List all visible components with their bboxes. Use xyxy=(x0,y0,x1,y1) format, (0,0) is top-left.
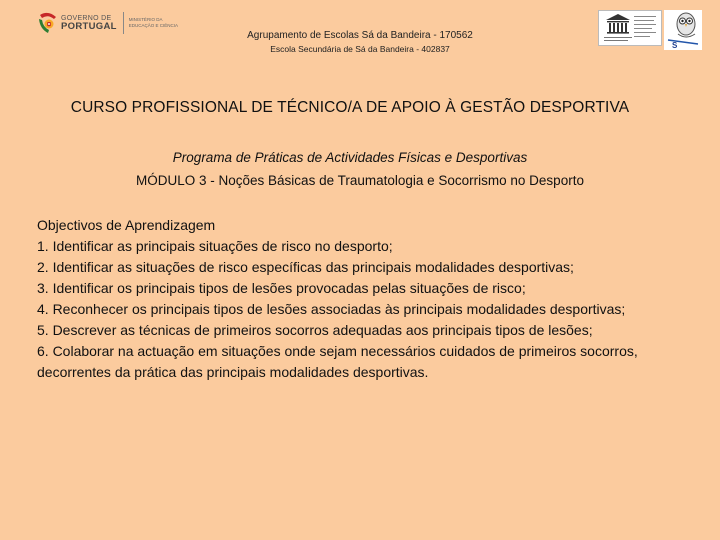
government-label: GOVERNO DE xyxy=(61,14,112,22)
country-label: PORTUGAL xyxy=(61,20,117,32)
module-title: MÓDULO 3 - Noções Básicas de Traumatologia e Socorrismo no Desporto xyxy=(136,173,584,188)
program-title: Programa de Práticas de Actividades Físicas e Desportivas xyxy=(172,150,528,165)
ministry-label: MINISTÉRIO DA EDUCAÇÃO E CIÊNCIA xyxy=(128,17,178,28)
objectives-heading: Objectivos de Aprendizagem xyxy=(37,217,216,233)
objective-item-3: 3. Identificar os principais tipos de lesões provocadas pelas situações de risco; xyxy=(37,280,526,296)
school-name: Escola Secundária de Sá da Bandeira - 402837 xyxy=(270,44,450,54)
owl-logo-letter: S xyxy=(672,41,678,50)
school-owl-logo xyxy=(664,10,702,50)
objective-item-2: 2. Identificar as situações de risco específicas das principais modalidades desportivas; xyxy=(37,259,574,275)
objective-item-6: 6. Colaborar na actuação em situações onde sejam necessários cuidados de primeiros socorros, decorrentes da prática das principais modalidades desportivas. xyxy=(37,343,638,380)
objective-item-4: 4. Reconhecer os principais tipos de lesões associadas às principais modalidades desportivas; xyxy=(37,301,626,317)
school-group-name: Agrupamento de Escolas Sá da Bandeira - 170562 xyxy=(247,30,473,41)
unesco-logo xyxy=(598,10,662,46)
objective-item-5: 5. Descrever as técnicas de primeiros socorros adequadas aos principais tipos de lesões; xyxy=(37,322,593,338)
objectives-section xyxy=(37,215,677,383)
objective-item-1: 1. Identificar as principais situações de risco no desporto; xyxy=(37,238,393,254)
course-title: CURSO PROFISSIONAL DE TÉCNICO/A DE APOIO À GESTÃO DESPORTIVA xyxy=(70,99,630,116)
partner-logos xyxy=(598,10,704,50)
